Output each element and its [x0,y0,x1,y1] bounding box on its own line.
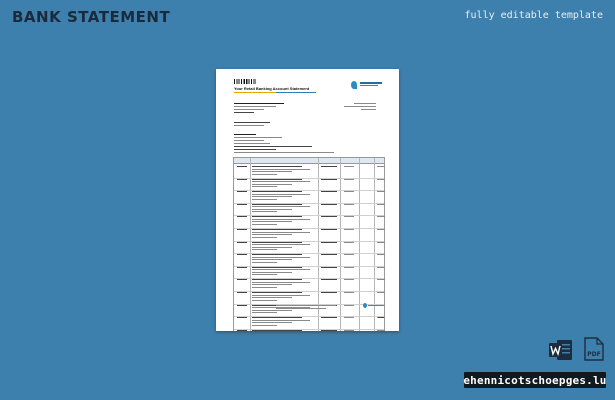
table-row [234,266,384,280]
table-row [234,329,384,331]
pdf-label: PDF [587,351,601,358]
document-title: Your Retail Banking Account Statement [234,86,310,91]
title-underline-blue [276,92,316,93]
table-row [234,203,384,217]
footer-bank-logo-icon [363,303,385,309]
table-header [234,158,384,164]
table-row [234,165,384,179]
header-title: BANK STATEMENT [12,8,171,26]
brand-banner[interactable] [464,372,606,388]
barcode-icon [234,79,256,84]
table-row [234,278,384,292]
table-row [234,228,384,242]
table-row [234,178,384,192]
bank-logo-text-line [360,82,382,84]
table-row [234,215,384,229]
pdf-file-icon[interactable] [584,337,604,361]
bank-logo-icon [351,81,385,95]
bank-logo-mark [351,81,357,89]
header-subtitle: fully editable template [464,10,603,21]
table-row [234,241,384,255]
table-row [234,316,384,330]
word-file-icon[interactable] [549,339,573,361]
table-row [234,291,384,305]
bank-logo-text-line [360,85,378,86]
table-row [234,190,384,204]
title-underline-yellow [234,92,276,93]
table-row [234,253,384,267]
brand-text: ehennicotschoepges.lu [463,373,607,387]
statement-document-preview[interactable] [216,69,399,331]
